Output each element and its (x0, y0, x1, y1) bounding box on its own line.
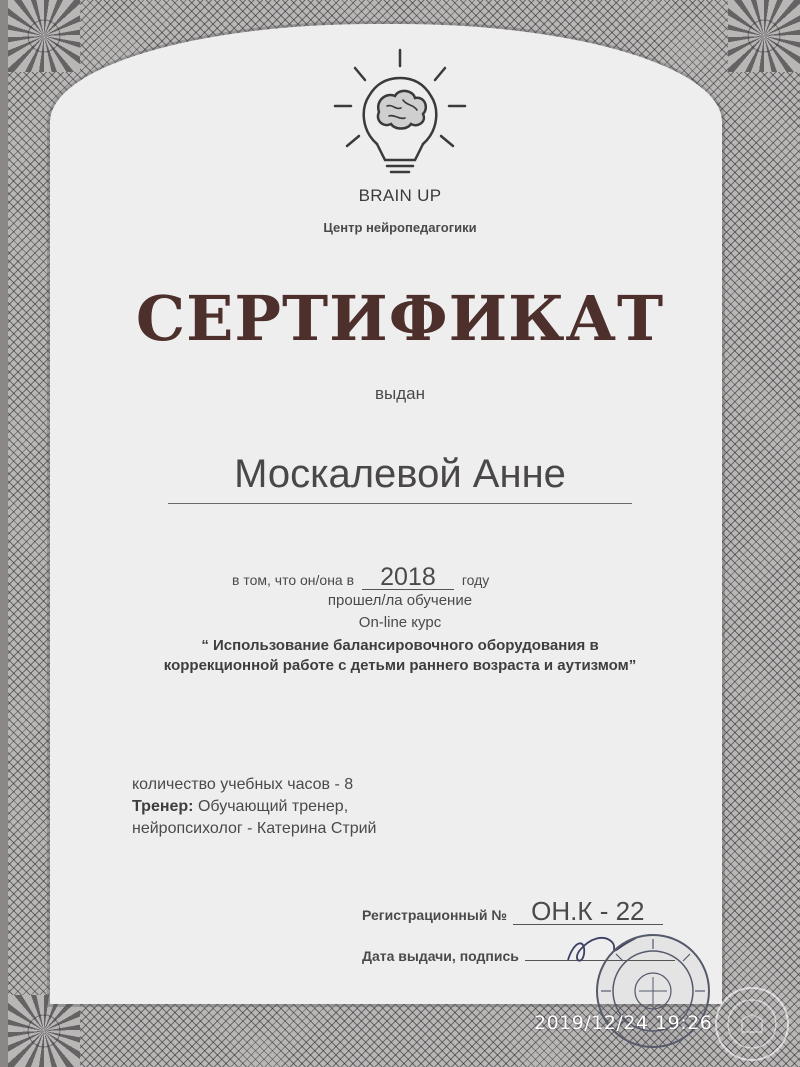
registration-line (362, 898, 663, 925)
trainer-label: Тренер: (132, 798, 194, 815)
completion-prefix: в том, что он/она в (232, 572, 355, 588)
certificate-title: СЕРТИФИКАТ (135, 282, 665, 355)
completion-suffix: году (461, 572, 490, 588)
issued-label: выдан (374, 384, 425, 403)
lightbulb-brain-icon (333, 48, 467, 182)
course-format: On-line курс (358, 614, 442, 631)
photo-timestamp: 2019/12/24 19:26 (534, 1012, 713, 1034)
corner-ornament-top-left (8, 0, 80, 72)
registration-label: Регистрационный № (362, 907, 507, 923)
course-details (132, 774, 552, 840)
trainer-line (132, 796, 552, 818)
recipient-name: Москалевой Анне (168, 452, 632, 504)
registration-number: ОН.К - 22 (513, 898, 663, 925)
corner-ornament-bottom-left (8, 995, 80, 1067)
course-title: “ Использование балансировочного оборудования в коррекционной работе с детьми раннего возраста и аутизмом” (163, 637, 637, 674)
hours-label: количество учебных часов - 8 (132, 776, 354, 793)
watermark-seal (712, 984, 792, 1064)
trainer-line-2: нейропсихолог - Катерина Стрий (132, 820, 377, 837)
brand-subtitle: Центр нейропедагогики (323, 220, 477, 235)
completion-line (232, 565, 572, 590)
issue-date-label: Дата выдачи, подпись (362, 948, 519, 964)
corner-ornament-top-right (728, 0, 800, 72)
brand-name: BRAIN UP (358, 186, 442, 205)
completion-year: 2018 (362, 565, 454, 590)
trainer-value: Обучающий тренер, (197, 798, 349, 815)
passed-label: прошел/ла обучение (327, 592, 473, 609)
